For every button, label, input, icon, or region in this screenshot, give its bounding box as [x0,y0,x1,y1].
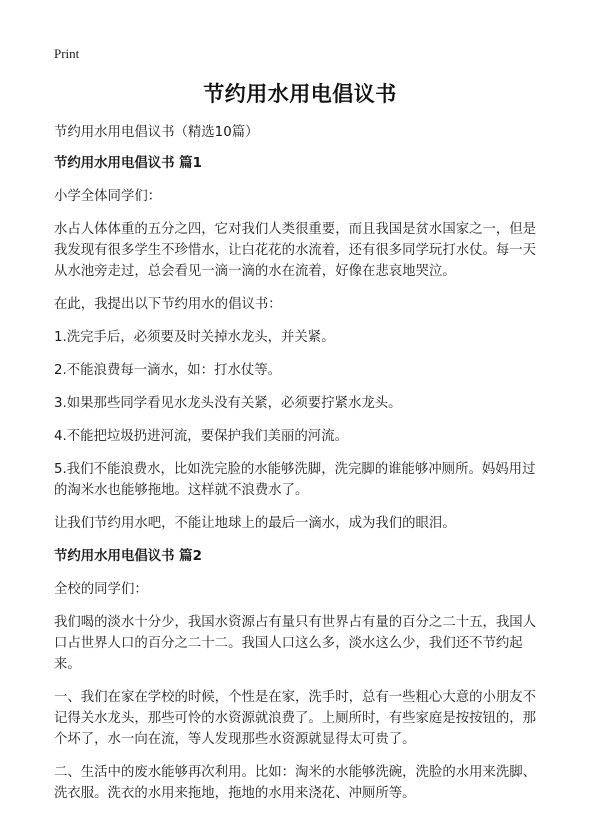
document-body [54,122,546,816]
paragraph: 让我们节约用水吧，不能让地球上的最后一滴水，成为我们的眼泪。 [54,516,456,531]
paragraph: 二、生活中的废水能够再次利用。比如：淘米的水能够洗碗，洗脸的水用来洗脚、洗衣服。洗衣的水用来拖地，拖地的水用来浇花、冲厕所等。 [54,765,537,801]
list-item: 2.不能浪费每一滴水，如：打水仗等。 [54,363,282,378]
list-item: 3.如果那些同学看见水龙头没有关紧，必须要拧紧水龙头。 [54,396,402,411]
paragraph: 一、我们在家在学校的时候，个性是在家，洗手时，总有一些粗心大意的小朋友不记得关水龙头，那些可怜的水资源就浪费了。上厕所时，有些家庭是按按钮的，那个坏了，水一向在流，等人发现那些水资源就显得太可贵了。 [54,690,537,747]
paragraph: 水占人体体重的五分之四，它对我们人类很重要，而且我国是贫水国家之一，但是我发现有很多学生不珍惜水，让白花花的水流着，还有很多同学玩打水仗。每一天从水池旁走过，总会看见一滴一滴的水在流着，好像在悲哀地哭泣。 [54,222,537,279]
print-label: Print [54,46,80,61]
list-item: 4.不能把垃圾扔进河流，要保护我们美丽的河流。 [54,429,348,444]
page-title: 节约用水用电倡议书 [203,82,397,106]
section-greeting: 全校的同学们： [54,582,148,597]
list-item: 5.我们不能浪费水，比如洗完脸的水能够洗脚，洗完脚的谁能够冲厕所。妈妈用过的淘米水也能够拖地。这样就不浪费水了。 [54,462,536,498]
section-heading: 节约用水用电倡议书 篇1 [54,156,202,171]
list-item: 1.洗完手后，必须要及时关掉水龙头，并关紧。 [54,330,335,345]
document-subtitle: 节约用水用电倡议书（精选10篇） [54,125,259,140]
section-greeting: 小学全体同学们： [54,189,162,204]
paragraph: 我们喝的淡水十分少，我国水资源占有量只有世界占有量的百分之二十五，我国人口占世界人口的百分之二十二。我国人口这么多，淡水这么少，我们还不节约起来。 [54,615,537,672]
paragraph: 在此，我提出以下节约用水的倡议书： [54,297,282,312]
section-heading: 节约用水用电倡议书 篇2 [54,549,202,564]
